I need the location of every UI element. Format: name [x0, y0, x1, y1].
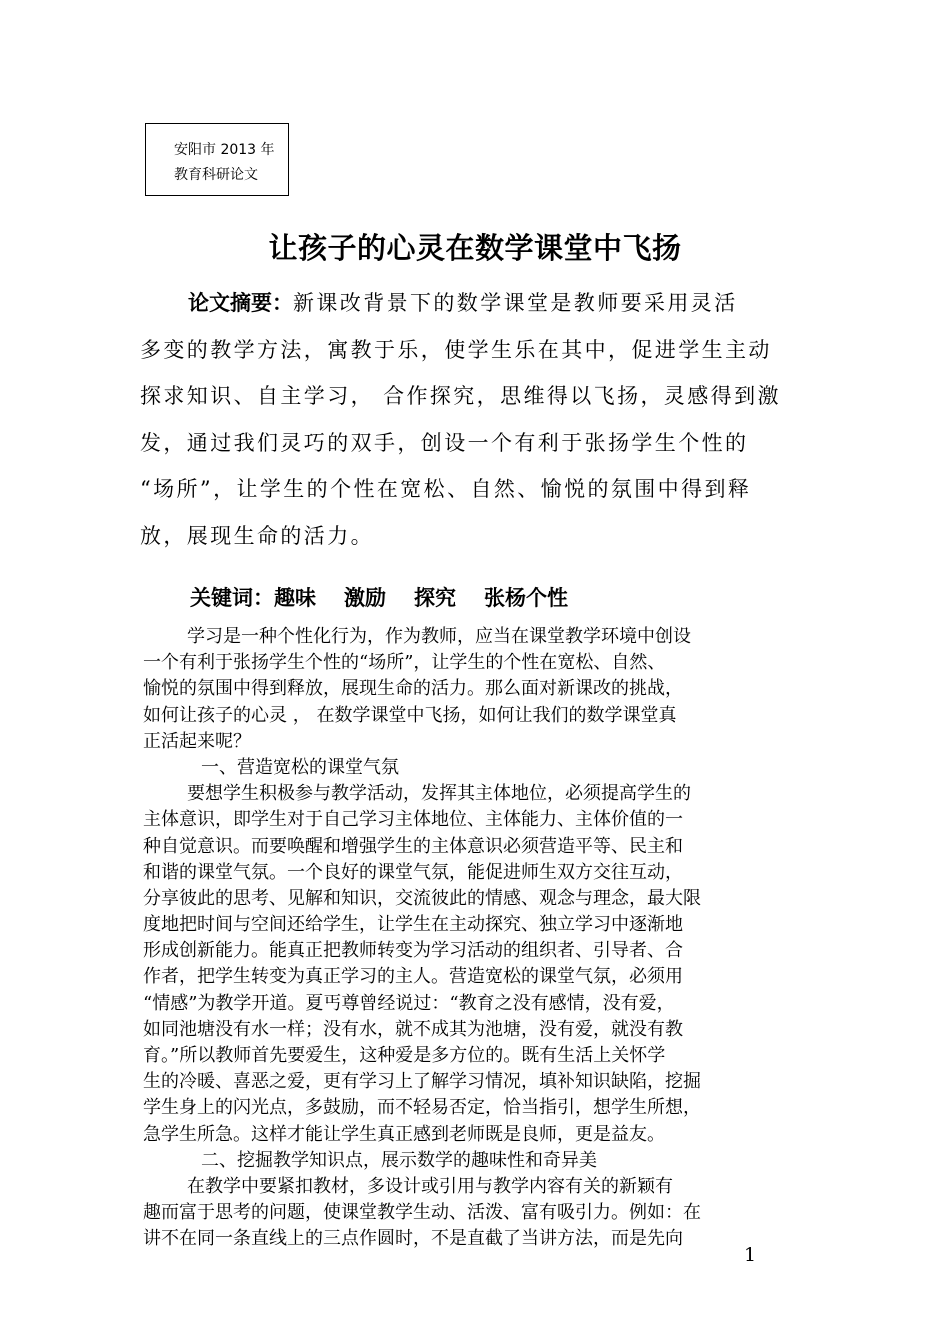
- keywords-label: 关键词：: [190, 586, 274, 610]
- body-line: “情感”为教学开道。夏丐尊曾经说过：“教育之没有感情，没有爱，: [143, 992, 675, 1014]
- label-line-2: 教育科研论文: [174, 167, 258, 183]
- paper-title: 让孩子的心灵在数学课堂中飞扬: [268, 231, 682, 265]
- abstract-line: 多变的教学方法，寓教于乐，使学生乐在其中，促进学生主动: [140, 337, 772, 362]
- abstract-line: 探求知识、自主学习， 合作探究，思维得以飞扬，灵感得到激: [140, 384, 781, 408]
- body-text: [143, 624, 811, 1253]
- keyword: 激励: [344, 586, 386, 610]
- abstract-line: “场所”，让学生的个性在宽松、自然、愉悦的氛围中得到释: [140, 477, 752, 501]
- section-heading: 一、营造宽松的课堂气氛: [201, 756, 399, 778]
- body-line: 急学生所急。这样才能让学生真正感到老师既是良师，更是益友。: [143, 1123, 665, 1145]
- keyword: 张杨个性: [484, 586, 568, 610]
- body-line: 学生身上的闪光点，多鼓励，而不轻易否定，恰当指引，想学生所想，: [143, 1097, 701, 1119]
- body-line: 作者，把学生转变为真正学习的主人。营造宽松的课堂气氛，必须用: [143, 966, 683, 988]
- abstract-line: [140, 280, 810, 327]
- body-line: 趣而富于思考的问题，使课堂教学生动、活泼、富有吸引力。例如：在: [143, 1202, 701, 1224]
- body-line: 分享彼此的思考、见解和知识，交流彼此的情感、观念与理念，最大限: [143, 887, 701, 909]
- document-label-box: [145, 123, 289, 196]
- abstract-text: 新课改背景下的数学课堂是教师要采用灵活: [293, 291, 738, 315]
- label-line-1: 安阳市 2013 年: [174, 142, 275, 158]
- abstract-label: 论文摘要：: [188, 291, 293, 315]
- body-line: 学习是一种个性化行为，作为教师，应当在课堂教学环境中创设: [187, 626, 691, 647]
- body-line: 如何让孩子的心灵 ， 在数学课堂中飞扬，如何让我们的数学课堂真: [143, 704, 677, 726]
- body-line: 和谐的课堂气氛。一个良好的课堂气氛，能促进师生双方交往互动，: [143, 861, 683, 883]
- body-line: 生的冷暖、喜恶之爱，更有学习上了解学习情况，填补知识缺陷，挖掘: [143, 1071, 701, 1093]
- abstract-line: 放，展现生命的活力。: [140, 523, 374, 548]
- body-line: 讲不在同一条直线上的三点作圆时，不是直截了当讲方法，而是先向: [143, 1228, 683, 1250]
- body-line: 在教学中要紧扣教材，多设计或引用与教学内容有关的新颖有: [187, 1175, 673, 1197]
- body-line: 一个有利于张扬学生个性的“场所”，让学生的个性在宽松、自然、: [143, 652, 666, 674]
- body-line: 形成创新能力。能真正把教师转变为学习活动的组织者、引导者、合: [143, 940, 683, 962]
- body-line: 种自觉意识。而要唤醒和增强学生的主体意识必须营造平等、民主和: [143, 835, 683, 857]
- page-number: 1: [744, 1244, 757, 1266]
- body-line: 主体意识，即学生对于自己学习主体地位、主体能力、主体价值的一: [143, 809, 683, 831]
- body-line: 育。”所以教师首先要爱生，这种爱是多方位的。既有生活上关怀学: [143, 1045, 666, 1066]
- keywords-line: [190, 582, 596, 612]
- body-line: 度地把时间与空间还给学生，让学生在主动探究、独立学习中逐渐地: [143, 914, 683, 936]
- keyword: 趣味: [274, 586, 316, 610]
- section-heading: 二、挖掘教学知识点，展示数学的趣味性和奇异美: [201, 1149, 597, 1171]
- abstract-section: [140, 280, 810, 559]
- body-line: 正活起来呢？: [143, 730, 251, 752]
- keyword: 探究: [414, 586, 456, 610]
- body-line: 如同池塘没有水一样；没有水，就不成其为池塘，没有爱，就没有教: [143, 1018, 683, 1040]
- abstract-line: 发，通过我们灵巧的双手，创设一个有利于张扬学生个性的: [140, 430, 749, 455]
- body-line: 愉悦的氛围中得到释放，展现生命的活力。那么面对新课改的挑战，: [143, 678, 683, 700]
- body-line: 要想学生积极参与教学活动，发挥其主体地位，必须提高学生的: [187, 783, 691, 805]
